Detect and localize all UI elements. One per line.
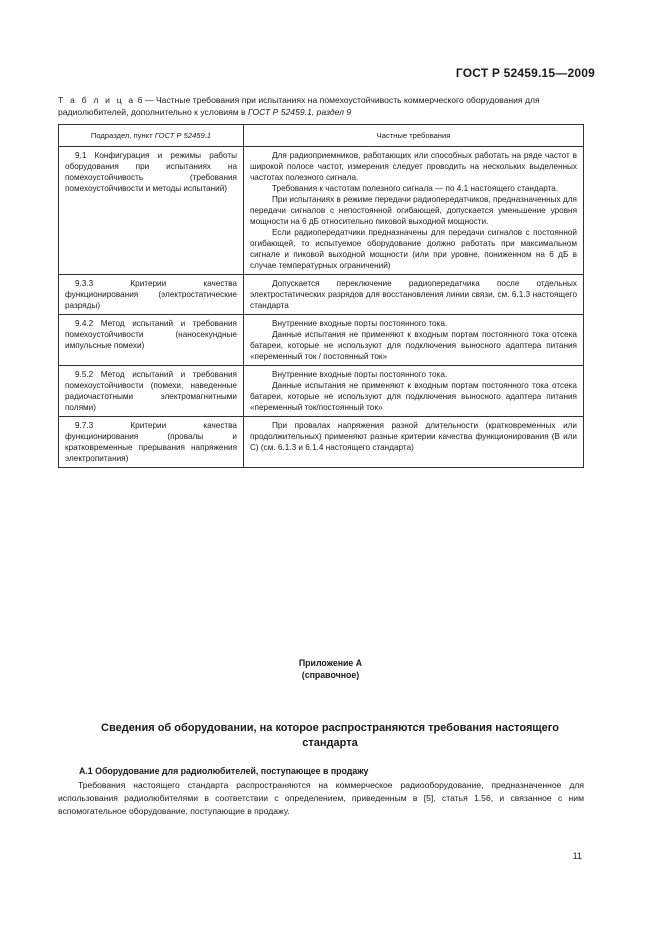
appendix-subtitle: (справочное): [301, 670, 360, 680]
caption-ref: ГОСТ Р 52459.1, раздел 9: [248, 107, 352, 117]
row-section-text: 9.1 Конфигурация и режимы работы оборудования при испытаниях на помехоустойчивость (требования помехоустойчивости и методы испытаний): [65, 151, 237, 193]
col-header-section: [59, 125, 244, 147]
col-header-requirements: Частные требования: [244, 125, 584, 147]
row-requirements-cell: [244, 417, 584, 468]
row-section-cell: [59, 315, 244, 366]
requirement-paragraph: Допускается переключение радиопередатчика после отдельных электростатических разрядов для восстановления линии связи, см. 6.1.3 настоящего стандарта: [250, 279, 577, 310]
col-header-section-prefix: Подраздел, пункт: [90, 131, 155, 140]
row-section-text: 9.7.3 Критерии качества функционирования (провалы и кратковременные прерывания напряжения электропитания): [65, 421, 237, 463]
a1-heading: А.1 Оборудование для радиолюбителей, поступающее в продажу: [79, 766, 369, 776]
table-header-row: [59, 125, 584, 147]
table-row: [59, 275, 584, 315]
col-header-section-ref: ГОСТ Р 52459.1: [154, 131, 212, 140]
requirement-paragraph: Внутренние входные порты постоянного тока.: [272, 370, 448, 379]
row-section-cell: [59, 275, 244, 315]
row-requirements-cell: [244, 315, 584, 366]
appendix-title: Приложение А: [298, 658, 363, 668]
table-row: [59, 315, 584, 366]
table-row: [59, 417, 584, 468]
standard-designation: ГОСТ Р 52459.15—2009: [455, 66, 595, 80]
row-section-text: 9.3.3 Критерии качества функционирования (электростатические разряды): [65, 279, 237, 310]
requirements-table: [58, 124, 584, 468]
table-body: [59, 147, 584, 468]
caption-text: — Частные требования при испытаниях на помехоустойчивость коммерческого оборудования для радиолюбителей, дополнительно к условиям в: [58, 95, 540, 117]
row-section-text: 9.5.2 Метод испытаний и требования помехоустойчивости (помехи, наведенные радиочастотными электромагнитными полями): [65, 370, 237, 412]
table-row: [59, 366, 584, 417]
row-section-text: 9.4.2 Метод испытаний и требования помехоустойчивости (наносекундные импульсные помехи): [65, 319, 237, 350]
appendix-section-title: Сведения об оборудовании, на которое распространяются требования настоящего стандарта: [101, 722, 559, 749]
requirement-paragraph: При испытаниях в режиме передачи радиопередатчиков, предназначенных для передачи сигналов с непостоянной огибающей, допускается уменьшение уровня мощности на 6 дБ относительно пиковой выходной мощности.: [250, 195, 577, 226]
requirement-paragraph: Данные испытания не применяют к входным портам постоянного тока отсека батареи, которые не используют для подключения выносного адаптера питания «переменный ток/постоянный ток»: [250, 381, 577, 412]
row-section-cell: [59, 417, 244, 468]
caption-label: Т а б л и ц а: [58, 95, 136, 105]
requirement-paragraph: Требования к частотам полезного сигнала — по 4.1 настоящего стандарта.: [272, 184, 559, 193]
row-requirements-cell: [244, 366, 584, 417]
row-section-cell: [59, 366, 244, 417]
row-requirements-cell: [244, 147, 584, 275]
requirement-paragraph: Для радиоприемников, работающих или способных работать на ряде частот в широкой полосе частот, измерения следует проводить на нескольких выделенных частотах полезного сигнала.: [250, 151, 577, 182]
table-row: [59, 147, 584, 275]
row-requirements-cell: [244, 275, 584, 315]
table-caption: [58, 94, 598, 118]
requirement-paragraph: При провалах напряжения разной длительности (кратковременных или продолжительных) применяют разные критерии качества функционирования (В или С) (см. 6.1.3 и 6.1.4 настоящего стандарта): [250, 421, 577, 452]
row-section-cell: [59, 147, 244, 275]
requirement-paragraph: Внутренние входные порты постоянного тока.: [272, 319, 448, 328]
caption-number: 6: [137, 95, 143, 105]
requirement-paragraph: Если радиопередатчики предназначены для передачи сигналов с постоянной огибающей, то испытуемое оборудование должно работать при максимальном сигнале и пиковой выходной мощности (или при уровне, пониженном на 6 дБ в случае температурных ограничений): [250, 228, 577, 270]
a1-paragraph: Требования настоящего стандарта распространяются на коммерческое радиооборудование, предназначенное для использования радиолюбителями в соответствии с определением, приведенным в [5], статья 1.56, и связанное с ним вспомогательное оборудование, поступающие в продажу.: [58, 780, 584, 816]
requirement-paragraph: Данные испытания не применяют к входным портам постоянного тока отсека батареи, которые не используют для подключения выносного адаптера питания «переменный ток / постоянный ток»: [250, 330, 577, 361]
page-number: 11: [572, 851, 582, 861]
